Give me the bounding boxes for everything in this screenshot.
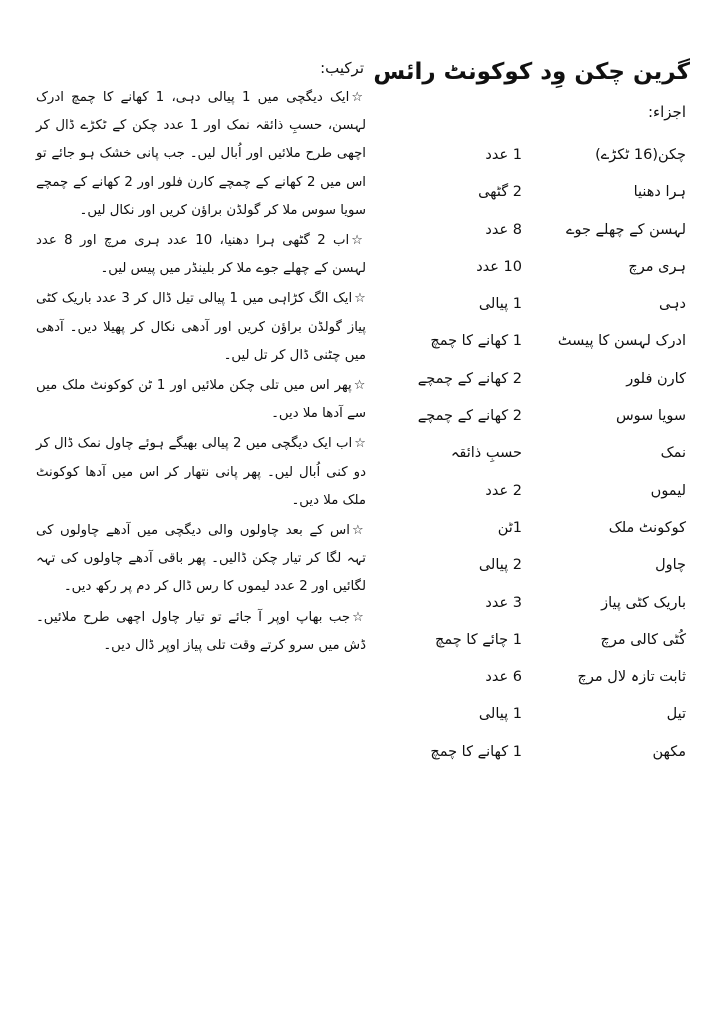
ingredient-name: ثابت تازہ لال مرچ bbox=[577, 669, 686, 686]
ingredient-name: باریک کٹی پیاز bbox=[601, 594, 686, 611]
recipe-title: گرین چکن وِد کوکونٹ رائس bbox=[373, 59, 690, 85]
method-step-text: اب 2 گٹھی ہرا دھنیا، 10 عدد ہری مرچ اور 8 عدد لہسن کے چھلے جوے ملا کر بلینڈر میں پیس لیں۔ bbox=[36, 233, 366, 277]
ingredient-row bbox=[400, 625, 690, 662]
ingredient-row bbox=[400, 737, 690, 774]
ingredient-quantity: 3 عدد bbox=[485, 594, 522, 611]
ingredient-quantity: 1 چائے کا چمچ bbox=[434, 631, 522, 648]
ingredient-name: دہی bbox=[658, 296, 686, 313]
method-heading: ترکیب: bbox=[320, 59, 364, 77]
ingredient-name: سویا سوس bbox=[615, 408, 686, 425]
ingredient-quantity: 1ٹن bbox=[497, 519, 522, 536]
ingredient-quantity: 2 گٹھی bbox=[478, 184, 522, 201]
ingredients-list bbox=[400, 140, 690, 774]
ingredient-name: ادرک لہسن کا پیسٹ bbox=[557, 333, 686, 350]
method-step bbox=[36, 285, 366, 370]
ingredient-quantity: 10 عدد bbox=[476, 258, 522, 275]
ingredient-name: مکھن bbox=[652, 743, 686, 760]
ingredient-quantity: 1 کھانے کا چمچ bbox=[430, 743, 522, 760]
ingredient-quantity: 2 کھانے کے چمچے bbox=[417, 370, 522, 387]
ingredient-quantity: 1 عدد bbox=[485, 147, 522, 163]
star-bullet-icon: ☆ bbox=[352, 609, 366, 625]
ingredient-name: ہری مرچ bbox=[628, 258, 686, 275]
ingredient-name: لیموں bbox=[650, 482, 686, 499]
method-step bbox=[36, 84, 366, 225]
ingredient-quantity: 1 کھانے کا چمچ bbox=[430, 333, 522, 350]
ingredient-quantity: حسبِ ذائقہ bbox=[450, 445, 522, 462]
ingredient-row bbox=[400, 140, 690, 177]
ingredient-name: کُٹی کالی مرچ bbox=[600, 631, 686, 648]
ingredient-name: لہسن کے چھلے جوے bbox=[565, 221, 686, 238]
method-step bbox=[36, 430, 366, 515]
star-bullet-icon: ☆ bbox=[354, 436, 367, 452]
ingredient-quantity: 2 پیالی bbox=[478, 557, 522, 574]
ingredient-name: ہرا دھنیا bbox=[633, 184, 686, 201]
ingredient-row bbox=[400, 177, 690, 214]
ingredient-name: کارن فلور bbox=[626, 370, 686, 387]
ingredient-row bbox=[400, 252, 690, 289]
ingredient-name: نمک bbox=[660, 445, 686, 462]
ingredient-row bbox=[400, 588, 690, 625]
method-step bbox=[36, 227, 366, 283]
ingredient-row bbox=[400, 215, 690, 252]
ingredient-name: چاول bbox=[655, 557, 686, 574]
ingredient-row bbox=[400, 364, 690, 401]
method-step-text: جب بھاپ اوپر آ جائے تو تیار چاول اچھی طرح ملائیں۔ ڈش میں سرو کرتے وقت تلی پیاز اوپر ڈال دیں۔ bbox=[36, 609, 366, 653]
ingredient-row bbox=[400, 662, 690, 699]
ingredients-heading: اجزاء: bbox=[648, 103, 686, 121]
ingredient-row bbox=[400, 401, 690, 438]
method-steps bbox=[36, 84, 366, 662]
method-step bbox=[36, 372, 366, 428]
method-step bbox=[36, 517, 366, 602]
ingredient-row bbox=[400, 550, 690, 587]
ingredient-row bbox=[400, 326, 690, 363]
method-step-text: ایک دیگچی میں 1 پیالی دہی، 1 کھانے کا چمچ ادرک لہسن، حسبِ ذائقہ نمک اور 1 عدد چکن کے ٹکڑے ڈال کر اچھی طرح ملائیں اور اُبال لیں۔ جب پانی خشک ہو جائے تو اس میں 2 کھانے کے چمچے کارن فلور اور 2 کھانے کے چمچے سویا سوس ملا کر گولڈن براؤن کریں اور نکال لیں۔ bbox=[36, 90, 366, 218]
star-bullet-icon: ☆ bbox=[351, 233, 366, 249]
ingredient-quantity: 8 عدد bbox=[485, 221, 522, 238]
method-step-text: اب ایک دیگچی میں 2 پیالی بھیگے ہوئے چاول نمک ڈال کر دو کنی اُبال لیں۔ پھر پانی نتھار کر اس میں آدھا کوکونٹ ملک ملا دیں۔ bbox=[36, 436, 366, 508]
method-step-text: ایک الگ کڑاہی میں 1 پیالی تیل ڈال کر 3 عدد باریک کٹی پیاز گولڈن براؤن کریں اور آدھی نکال کر پھیلا دیں۔ آدھی میں چٹنی ڈال کر تل لیں۔ bbox=[36, 291, 366, 363]
star-bullet-icon: ☆ bbox=[353, 378, 366, 394]
ingredient-row bbox=[400, 699, 690, 736]
method-step-text: اس کے بعد چاولوں والی دیگچی میں آدھے چاولوں کی تہہ لگا کر تیار چکن ڈالیں۔ پھر باقی آدھے چاولوں کی تہہ لگائیں اور 2 عدد لیموں کا رس ڈال کر دم پر رکھ دیں۔ bbox=[36, 523, 366, 595]
ingredient-row bbox=[400, 289, 690, 326]
ingredient-name: تیل bbox=[666, 706, 686, 723]
star-bullet-icon: ☆ bbox=[354, 291, 367, 307]
method-step-text: پھر اس میں تلی چکن ملائیں اور 1 ٹن کوکونٹ ملک میں سے آدھا ملا دیں۔ bbox=[36, 378, 366, 422]
ingredient-quantity: 6 عدد bbox=[485, 669, 522, 686]
star-bullet-icon: ☆ bbox=[351, 90, 366, 105]
method-step bbox=[36, 604, 366, 660]
star-bullet-icon: ☆ bbox=[352, 523, 366, 539]
ingredient-row bbox=[400, 513, 690, 550]
ingredient-quantity: 2 کھانے کے چمچے bbox=[417, 408, 522, 425]
ingredient-row bbox=[400, 476, 690, 513]
ingredient-quantity: 1 پیالی bbox=[478, 706, 522, 723]
ingredient-quantity: 1 پیالی bbox=[478, 296, 522, 313]
ingredient-name: کوکونٹ ملک bbox=[608, 519, 686, 536]
ingredient-row bbox=[400, 438, 690, 475]
ingredient-quantity: 2 عدد bbox=[485, 482, 522, 499]
ingredient-name: چکن(16 ٹکڑے) bbox=[595, 147, 686, 163]
